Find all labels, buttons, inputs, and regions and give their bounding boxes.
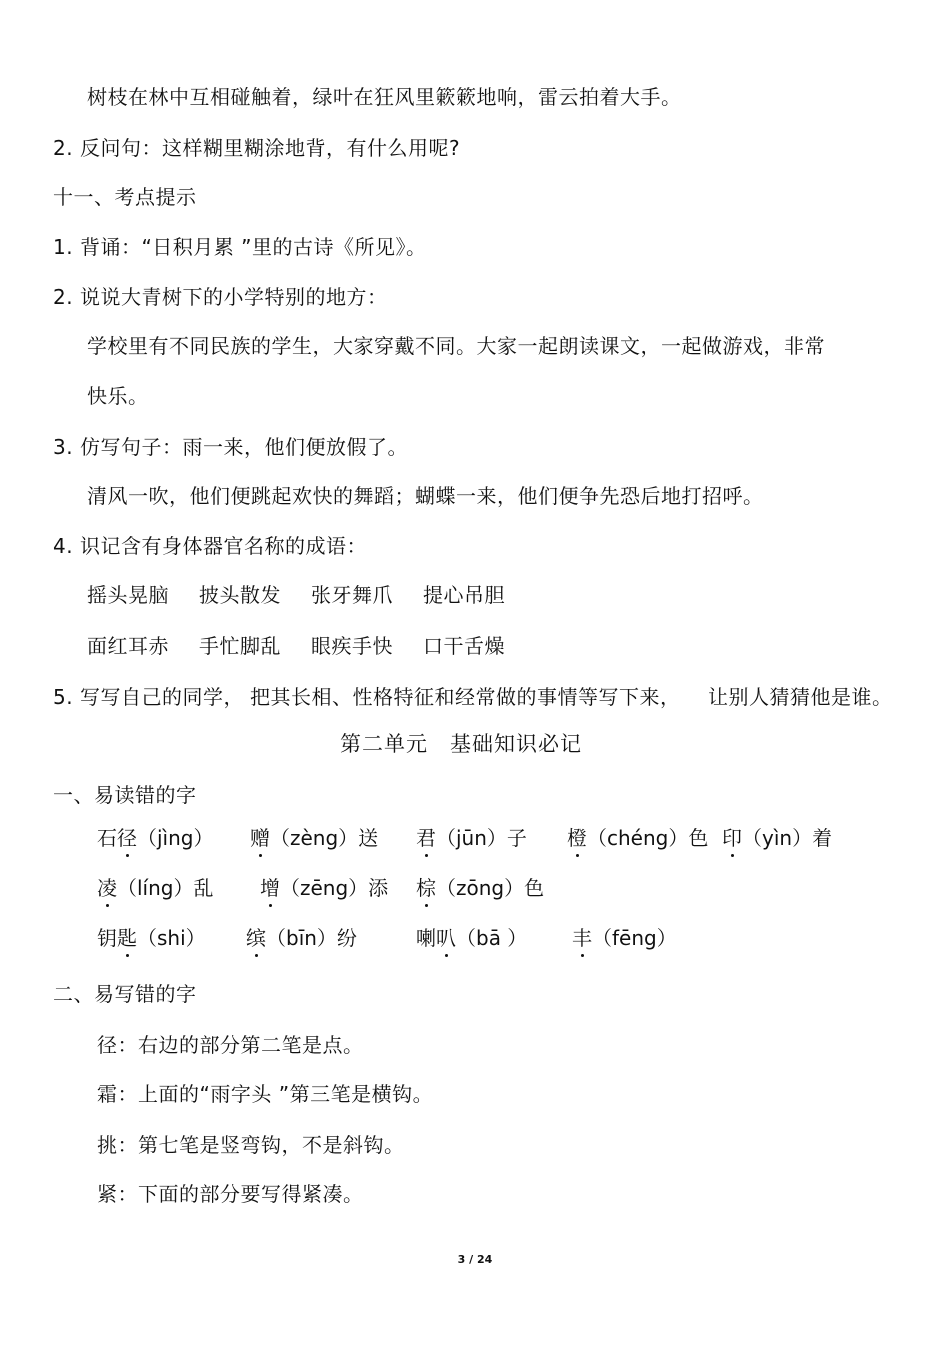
pinyin-entry: 喇叭（bā ）	[416, 926, 528, 950]
text-line: 径：右边的部分第二笔是点。	[97, 1033, 364, 1057]
idiom: 口干舌燥	[423, 634, 505, 658]
section-heading: 一、易读错的字	[53, 783, 197, 807]
text-line: 紧：下面的部分要写得紧凑。	[97, 1182, 364, 1206]
pinyin-entry: 缤（bīn）纷	[246, 926, 357, 950]
text-line: 5. 写写自己的同学，	[53, 685, 244, 709]
text-line: 2. 反问句：这样糊里糊涂地背，有什么用呢?	[53, 136, 461, 160]
text-line: 学校里有不同民族的学生，大家穿戴不同。大家一起朗读课文，一起做游戏，非常	[87, 334, 825, 358]
pinyin-entry: 橙（chéng）色	[567, 826, 709, 850]
pinyin-entry: 棕（zōng）色	[416, 876, 545, 900]
text-line: 把其长相、性格特征和经常做的事情等写下来，	[250, 685, 681, 709]
pinyin-entry: 钥匙（shi）	[97, 926, 206, 950]
section-heading: 二、易写错的字	[53, 982, 197, 1006]
pinyin-entry: 石径（jìng）	[97, 826, 214, 850]
pinyin-entry: 印（yìn）着	[722, 826, 833, 850]
idiom: 摇头晃脑	[87, 583, 169, 607]
text-line: 霜：上面的“雨字头 ”第三笔是横钩。	[97, 1082, 434, 1106]
pinyin-entry: 增（zēng）添	[260, 876, 389, 900]
pinyin-entry: 君（jūn）子	[416, 826, 527, 850]
pinyin-entry: 凌（líng）乱	[97, 876, 214, 900]
pinyin-entry: 赠（zèng）送	[250, 826, 379, 850]
idiom: 眼疾手快	[311, 634, 393, 658]
idiom: 手忙脚乱	[199, 634, 281, 658]
idiom: 披头散发	[199, 583, 281, 607]
page-number: 3 / 24	[457, 1253, 493, 1266]
idiom: 张牙舞爪	[311, 583, 393, 607]
text-line: 2. 说说大青树下的小学特别的地方：	[53, 285, 388, 309]
text-line: 快乐。	[87, 384, 149, 408]
idiom: 面红耳赤	[87, 634, 169, 658]
text-line: 清风一吹，他们便跳起欢快的舞蹈；蝴蝶一来，他们便争先恐后地打招呼。	[87, 484, 764, 508]
text-line: 挑：第七笔是竖弯钩，不是斜钩。	[97, 1133, 405, 1157]
unit-title: 第二单元 基础知识必记	[340, 732, 582, 756]
text-line: 树枝在林中互相碰触着，绿叶在狂风里簌簌地响，雷云拍着大手。	[87, 85, 682, 109]
section-heading: 十一、考点提示	[53, 185, 197, 209]
idiom: 提心吊胆	[423, 583, 505, 607]
text-line: 1. 背诵：“日积月累 ”里的古诗《所见》。	[53, 235, 427, 259]
pinyin-entry: 丰（fēng）	[572, 926, 677, 950]
text-line: 4. 识记含有身体器官名称的成语：	[53, 534, 367, 558]
text-line: 3. 仿写句子：雨一来，他们便放假了。	[53, 435, 408, 459]
text-line: 让别人猜猜他是谁。	[708, 685, 893, 709]
